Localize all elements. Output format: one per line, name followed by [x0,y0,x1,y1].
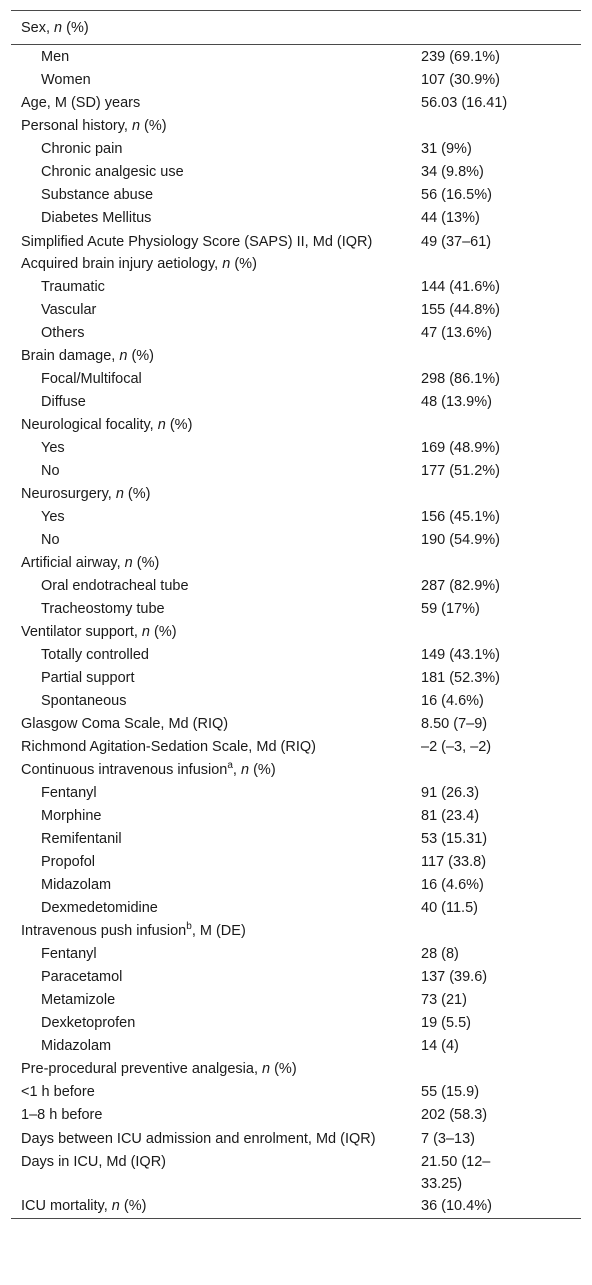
row-label: Diabetes Mellitus [41,210,152,226]
table-row [11,322,581,345]
table-row [11,253,581,276]
row-label: Yes [41,440,65,456]
table-row [11,805,581,828]
table-row [11,713,581,736]
row-label: Personal history, n (%) [21,118,167,134]
table-row [11,483,581,506]
row-label: Remifentanil [41,831,122,847]
row-value: 7 (3–13) [421,1131,476,1147]
table-row [11,1195,581,1218]
table-row [11,874,581,897]
row-label: Tracheostomy tube [41,601,165,617]
row-value: 44 (13%) [421,210,480,226]
row-label: Neurosurgery, n (%) [21,486,151,502]
table-row [11,529,581,552]
row-label: Fentanyl [41,785,97,801]
table-row [11,920,581,943]
row-value: 155 (44.8%) [421,302,500,318]
table-row [11,276,581,299]
table-row [11,46,581,69]
row-label: Fentanyl [41,946,97,962]
row-value: 149 (43.1%) [421,647,500,663]
row-value: 169 (48.9%) [421,440,500,456]
table-row [11,644,581,667]
row-value: 156 (45.1%) [421,509,500,525]
row-value: 91 (26.3) [421,785,480,801]
row-value: 14 (4) [421,1038,459,1054]
table-row [11,667,581,690]
table-row [11,391,581,414]
row-value: 48 (13.9%) [421,394,492,410]
row-label: Morphine [41,808,102,824]
row-value: 190 (54.9%) [421,532,500,548]
row-label: Brain damage, n (%) [21,348,155,364]
row-label: Metamizole [41,992,116,1008]
row-label: Partial support [41,670,135,686]
row-value: 28 (8) [421,946,459,962]
row-value: 56 (16.5%) [421,187,492,203]
table-row [11,460,581,483]
row-label: Days in ICU, Md (IQR) [21,1154,167,1170]
row-label: Others [41,325,85,341]
row-value: 36 (10.4%) [421,1198,492,1214]
table-row [11,736,581,759]
row-label: Diffuse [41,394,86,410]
row-value: 177 (51.2%) [421,463,500,479]
row-value: 202 (58.3) [421,1107,488,1123]
table-row [11,299,581,322]
table-row [11,1058,581,1081]
row-label: Dexmedetomidine [41,900,158,916]
row-label: Neurological focality, n (%) [21,417,193,433]
table-row [11,230,581,253]
row-label: Continuous intravenous infusion$^a$, n (%) [21,760,276,778]
row-value: 40 (11.5) [421,900,478,916]
row-label: 1–8 h before [21,1107,103,1123]
table-row [11,1104,581,1127]
table-row [11,552,581,575]
table-row [11,414,581,437]
row-label: Men [41,49,70,65]
row-value: 19 (5.5) [421,1015,471,1031]
row-value: 117 (33.8) [421,854,487,870]
table-row [11,966,581,989]
row-label: Spontaneous [41,693,127,709]
table-body [11,45,581,1218]
row-label: Age, M (SD) years [21,95,141,111]
row-label: Traumatic [41,279,105,295]
row-label: No [41,463,60,479]
row-label: Acquired brain injury aetiology, n (%) [21,256,257,272]
row-value: 181 (52.3%) [421,670,500,686]
table-row [11,782,581,805]
row-value: 16 (4.6%) [421,693,484,709]
header-label: Sex, n (%) [21,19,89,36]
row-label: ICU mortality, n (%) [21,1198,147,1214]
row-value: 31 (9%) [421,141,472,157]
row-value: 298 (86.1%) [421,371,500,387]
table-row [11,437,581,460]
characteristics-table [11,10,581,1219]
table-row [11,1127,581,1150]
row-value: 47 (13.6%) [421,325,492,341]
row-value: 81 (23.4) [421,808,480,824]
row-label: Propofol [41,854,96,870]
table-row [11,690,581,713]
table-row [11,1150,581,1195]
row-label: Paracetamol [41,969,123,985]
table-row [11,506,581,529]
table-row [11,69,581,92]
row-value: 53 (15.31) [421,831,488,847]
table-row [11,1012,581,1035]
row-value: 144 (41.6%) [421,279,500,295]
table-row [11,851,581,874]
row-value: 56.03 (16.41) [421,95,508,111]
row-value: 49 (37–61) [421,234,492,250]
row-label: Vascular [41,302,97,318]
row-label: Chronic analgesic use [41,164,184,180]
table-row [11,575,581,598]
table-row [11,345,581,368]
row-label: Days between ICU admission and enrolment, Md (IQR) [21,1131,376,1147]
row-label: Dexketoprofen [41,1015,136,1031]
row-label: Women [41,72,91,88]
row-label: Glasgow Coma Scale, Md (RIQ) [21,716,229,732]
row-label: Chronic pain [41,141,123,157]
row-value: 287 (82.9%) [421,578,500,594]
table-row [11,1035,581,1058]
table-row [11,621,581,644]
table-row [11,207,581,230]
row-value: 59 (17%) [421,601,480,617]
table-row [11,897,581,920]
row-label: Pre-procedural preventive analgesia, n (%) [21,1061,297,1077]
table-row [11,989,581,1012]
table-header [11,11,581,45]
row-label: Artificial airway, n (%) [21,555,160,571]
table-row [11,161,581,184]
table-row [11,184,581,207]
row-label: Totally controlled [41,647,149,663]
row-value: –2 (–3, –2) [421,739,492,755]
row-label: Substance abuse [41,187,154,203]
row-value: 34 (9.8%) [421,164,484,180]
row-value: 55 (15.9) [421,1084,480,1100]
table-row [11,138,581,161]
row-label: Intravenous push infusion$^b$, M (DE) [21,921,246,939]
row-label: No [41,532,60,548]
row-value: 8.50 (7–9) [421,716,488,732]
row-label: Simplified Acute Physiology Score (SAPS) II, Md (IQR) [21,234,373,250]
row-label: Richmond Agitation-Sedation Scale, Md (RIQ) [21,739,316,755]
row-label: Midazolam [41,877,112,893]
row-label: <1 h before [21,1084,95,1100]
table-row [11,828,581,851]
row-label: Focal/Multifocal [41,371,142,387]
row-label: Midazolam [41,1038,112,1054]
row-label: Ventilator support, n (%) [21,624,177,640]
row-label: Yes [41,509,65,525]
row-value: 16 (4.6%) [421,877,484,893]
row-value: 137 (39.6) [421,969,488,985]
table-row [11,943,581,966]
table-row [11,759,581,782]
row-label: Oral endotracheal tube [41,578,189,594]
table-row [11,115,581,138]
table-row [11,1081,581,1104]
row-value: 21.50 (12–33.25) [421,1154,491,1192]
row-value: 107 (30.9%) [421,72,500,88]
row-value: 239 (69.1%) [421,49,500,65]
row-value: 73 (21) [421,992,467,1008]
table-row [11,598,581,621]
table-row [11,92,581,115]
table-row [11,368,581,391]
